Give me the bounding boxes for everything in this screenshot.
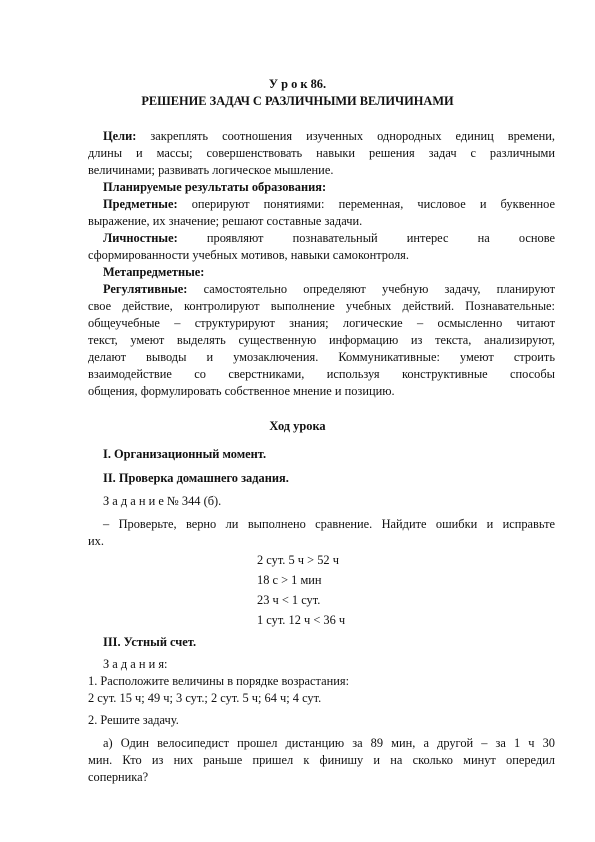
stage-2-heading: II. Проверка домашнего задания.	[103, 471, 289, 485]
results-heading: Планируемые результаты образования:	[103, 180, 327, 194]
meta-line-1	[103, 281, 555, 298]
subject-text-1: оперируют понятиями: переменная, числовое и буквенное	[191, 197, 555, 211]
meta-line-5: делают выводы и умозаключения. Коммуникативные: умеют строить	[88, 350, 555, 364]
stage-3-heading: III. Устный счет.	[103, 635, 197, 649]
task-line	[103, 493, 221, 510]
personal-label: Личностные:	[103, 231, 178, 245]
subject-line-1	[103, 196, 555, 213]
subject-line-2: выражение, их значение; решают составные задачи.	[88, 214, 363, 228]
goals-line-1	[103, 128, 555, 145]
meta-text-1: самостоятельно определяют учебную задачу, планируют	[203, 282, 555, 296]
task-number: № 344 (б).	[166, 494, 222, 508]
problem-line-1: а) Один велосипедист прошел дистанцию за 89 мин, а другой – за 1 ч 30	[103, 736, 555, 750]
stage-1-heading: I. Организационный момент.	[103, 447, 267, 461]
personal-line-1	[103, 230, 555, 247]
personal-text-1: проявляют познавательный интерес на основе	[206, 231, 555, 245]
task-label: З а д а н и е	[103, 494, 164, 508]
subject-label: Предметные:	[103, 197, 178, 211]
personal-line-2: сформированности учебных мотивов, навыки самоконтроля.	[88, 248, 409, 262]
comparison-item: 2 сут. 5 ч > 52 ч	[257, 553, 339, 567]
meta-line-2: свое действие, контролируют выполнение учебных действий. Познавательные:	[88, 299, 555, 313]
goals-line-3: величинами; развивать логическое мышление.	[88, 163, 334, 177]
task-item-1-values: 2 сут. 15 ч; 49 ч; 3 сут.; 2 сут. 5 ч; 64 ч; 4 сут.	[88, 691, 322, 705]
goals-label: Цели:	[103, 129, 137, 143]
problem-line-2: мин. Кто из них раньше пришел к финишу и на сколько минут опередил	[88, 753, 555, 767]
lesson-number: У р о к 86.	[268, 77, 327, 91]
meta-heading: Метапредметные:	[103, 265, 205, 279]
check-line-2: их.	[88, 534, 104, 548]
course-heading: Ход урока	[269, 419, 326, 433]
meta-line-4: текст, умеют выделять существенную информацию из текста, анализируют,	[88, 333, 555, 347]
problem-line-3: соперника?	[88, 770, 149, 784]
lesson-title: РЕШЕНИЕ ЗАДАЧ С РАЗЛИЧНЫМИ ВЕЛИЧИНАМИ	[141, 94, 454, 108]
meta-line-3: общеучебные – структурируют знания; логические – осмысленно читают	[88, 316, 555, 330]
task-item-2: 2. Решите задачу.	[88, 713, 179, 727]
goals-text-1: закреплять соотношения изученных однородных единиц времени,	[150, 129, 555, 143]
meta-line-6: взаимодействие со сверстниками, используя конструктивные способы	[88, 367, 555, 381]
comparison-item: 18 с > 1 мин	[257, 573, 322, 587]
comparison-item: 1 сут. 12 ч < 36 ч	[257, 613, 346, 627]
regulative-label: Регулятивные:	[103, 282, 188, 296]
task-item-1: 1. Расположите величины в порядке возрастания:	[88, 674, 350, 688]
comparison-item: 23 ч < 1 сут.	[257, 593, 321, 607]
meta-line-7: общения, формулировать собственное мнение и позицию.	[88, 384, 395, 398]
check-line-1: – Проверьте, верно ли выполнено сравнение. Найдите ошибки и исправьте	[103, 517, 555, 531]
goals-line-2: длины и массы; совершенствовать навыки решения задач с различными	[88, 146, 555, 160]
tasks-label: З а д а н и я:	[103, 657, 168, 671]
